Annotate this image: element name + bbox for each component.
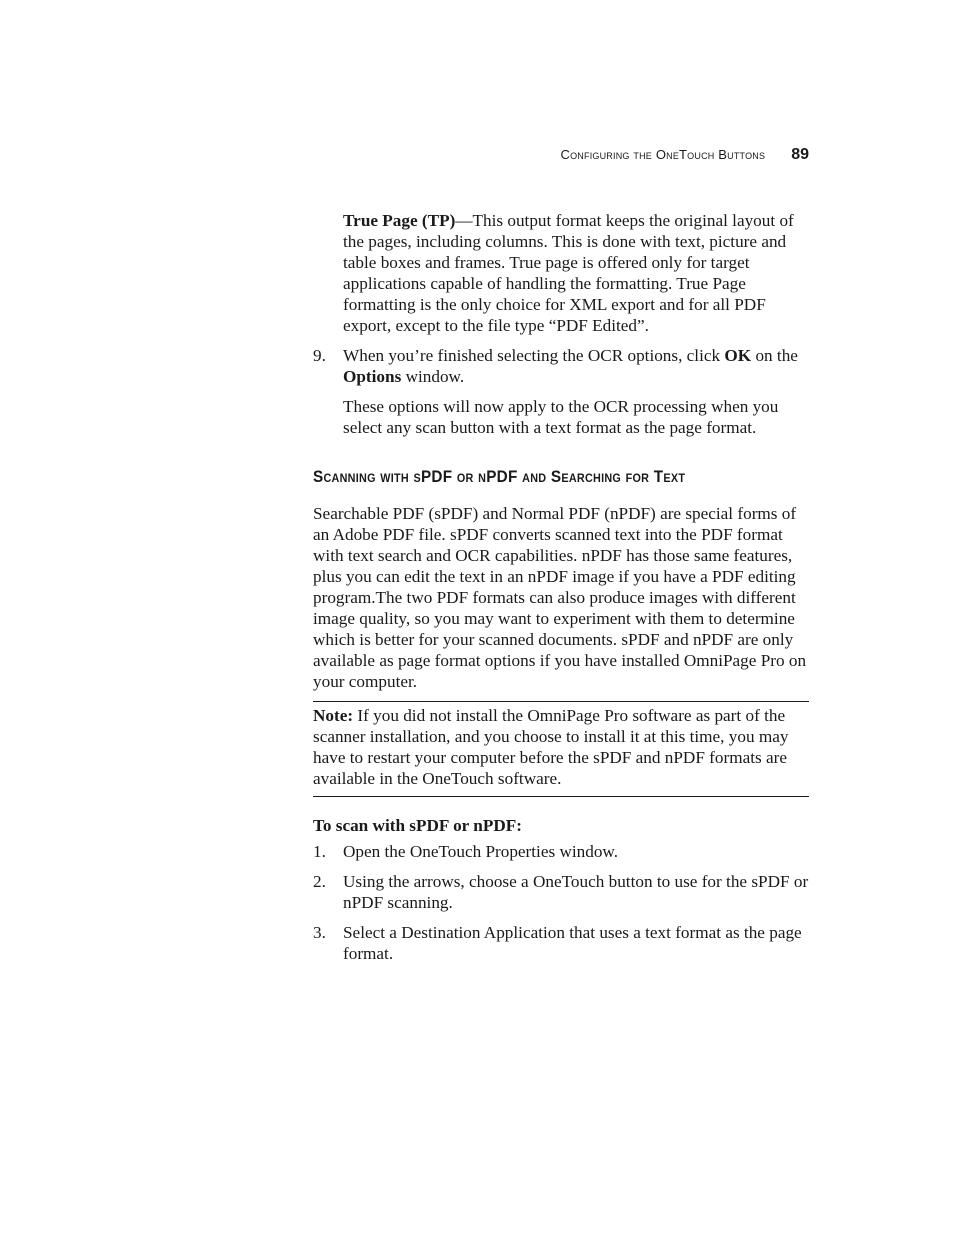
list-item-step-1: [313, 841, 809, 862]
step-text-c: window.: [401, 367, 465, 386]
note-box: [313, 701, 809, 797]
step-text: Select a Destination Application that uses a text format as the page format.: [343, 923, 802, 963]
step-number: 3.: [313, 923, 326, 942]
step-text: Open the OneTouch Properties window.: [343, 842, 619, 861]
list-item-step-2: [313, 871, 809, 913]
running-header: [561, 146, 809, 164]
ok-term: OK: [724, 346, 752, 365]
step-text: Using the arrows, choose a OneTouch button to use for the sPDF or nPDF scanning.: [343, 872, 809, 912]
list-item-step-9: [313, 345, 809, 387]
true-page-term: True Page (TP): [343, 211, 456, 230]
section-body: Searchable PDF (sPDF) and Normal PDF (nPDF) are special forms of an Adobe PDF file. sPDF converts scanned text into the PDF format with text search and OCR capabilities. nPDF has those same features, plus you can edit the text in an nPDF image if you have a PDF editing program.The two PDF formats can also produce images with different image quality, so you may want to experiment with them to determine which is better for your scanned documents. sPDF and nPDF are only available as page format options if you have installed OmniPage Pro on your computer.: [313, 504, 807, 691]
options-term: Options: [343, 367, 402, 386]
step-text-a: When you’re finished selecting the OCR options, click: [343, 346, 725, 365]
section-heading: Scanning with sPDF or nPDF and Searching for Text: [313, 467, 686, 486]
step-9-followup: These options will now apply to the OCR processing when you select any scan button with a text format as the page format.: [343, 397, 779, 437]
header-title: Configuring the OneTouch Buttons: [560, 147, 766, 162]
step-number: 2.: [313, 872, 326, 891]
procedure-title: To scan with sPDF or nPDF:: [313, 816, 522, 835]
true-page-paragraph: [343, 210, 809, 336]
step-number: 9.: [313, 346, 326, 365]
step-text-b: on the: [751, 346, 798, 365]
note-text: If you did not install the OmniPage Pro software as part of the scanner installation, and you choose to install it at this time, you may have to restart your computer before the sPDF and nPDF formats are available in the OneTouch software.: [313, 706, 789, 788]
step-number: 1.: [313, 842, 326, 861]
note-label: Note:: [313, 706, 354, 725]
page-number: 89: [791, 146, 809, 163]
page-content: [313, 210, 809, 973]
list-item-step-3: [313, 922, 809, 964]
true-page-text: —This output format keeps the original layout of the pages, including columns. This is done with text, picture and table boxes and frames. True page is offered only for target applications capable of handling the formatting. True Page formatting is the only choice for XML export and for all PDF export, except to the file type “PDF Edited”.: [343, 211, 794, 335]
